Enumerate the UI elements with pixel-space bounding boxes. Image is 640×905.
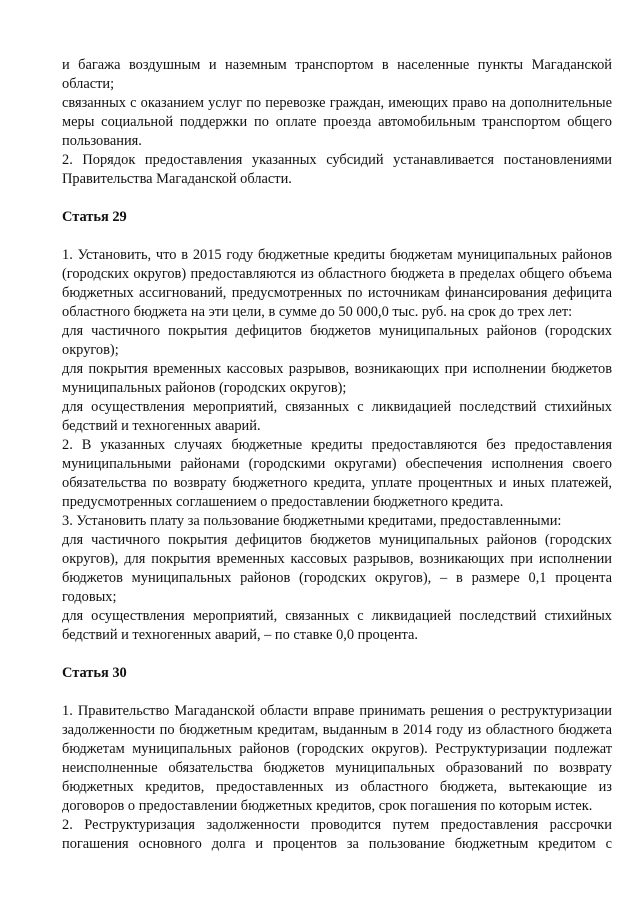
article-29-paragraph-8: для осуществления мероприятий, связанных с ликвидацией последствий стихийных бедствий и техногенных аварий, – по ставке 0,0 процента. [62, 608, 612, 643]
article-30-heading: Статья 30 [62, 665, 127, 681]
article-29-paragraph-7: для частичного покрытия дефицитов бюджетов муниципальных районов (городских округов), для покрытия временных кассовых разрывов, возникающих при исполнении бюджетов муниципальных районов (городских округов), – в размере 0,1 процента годовых; [62, 532, 612, 605]
article-29-paragraph-2: для частичного покрытия дефицитов бюджетов муниципальных районов (городских округов); [62, 323, 612, 358]
article-29-paragraph-4: для осуществления мероприятий, связанных с ликвидацией последствий стихийных бедствий и техногенных аварий. [62, 399, 612, 434]
intro-paragraph-1: и багажа воздушным и наземным транспортом в населенные пункты Магаданской области; [62, 57, 612, 92]
article-29-paragraph-5: 2. В указанных случаях бюджетные кредиты предоставляются без предоставления муниципальными районами (городскими округами) обеспечения исполнения своего обязательства по возврату бюджетного кредита, уплате процентных и иных платежей, предусмотренных соглашением о предоставлении бюджетного кредита. [62, 437, 612, 510]
article-29-paragraph-1: 1. Установить, что в 2015 году бюджетные кредиты бюджетам муниципальных районов (городских округов) предоставляются из областного бюджета в пределах общего объема бюджетных ассигнований, предусмотренных по источникам финансирования дефицита областного бюджета на эти цели, в сумме до 50 000,0 тыс. руб. на срок до трех лет: [62, 247, 612, 320]
article-29-heading: Статья 29 [62, 209, 127, 225]
article-30-paragraph-2: 2. Реструктуризация задолженности проводится путем предоставления рассрочки погашения основного долга и процентов за пользование бюджетным кредитом с [62, 817, 612, 852]
article-30-paragraph-1: 1. Правительство Магаданской области вправе принимать решения о реструктуризации задолженности по бюджетным кредитам, выданным в 2014 году из областного бюджета бюджетам муниципальных районов (городских округов). Реструктуризации подлежат неисполненные обязательства бюджетов муниципальных образований по возврату бюджетных кредитов, предоставленных из областного бюджета, вытекающие из договоров о предоставлении бюджетных кредитов, срок погашения по которым истек. [62, 703, 612, 814]
article-29-paragraph-3: для покрытия временных кассовых разрывов, возникающих при исполнении бюджетов муниципальных районов (городских округов); [62, 361, 612, 396]
intro-paragraph-3: 2. Порядок предоставления указанных субсидий устанавливается постановлениями Правительства Магаданской области. [62, 152, 612, 187]
intro-paragraph-2: связанных с оказанием услуг по перевозке граждан, имеющих право на дополнительные меры социальной поддержки по оплате проезда автомобильным транспортом общего пользования. [62, 95, 612, 149]
article-29-paragraph-6: 3. Установить плату за пользование бюджетными кредитами, предоставленными: [62, 513, 562, 529]
document-page [62, 56, 612, 854]
